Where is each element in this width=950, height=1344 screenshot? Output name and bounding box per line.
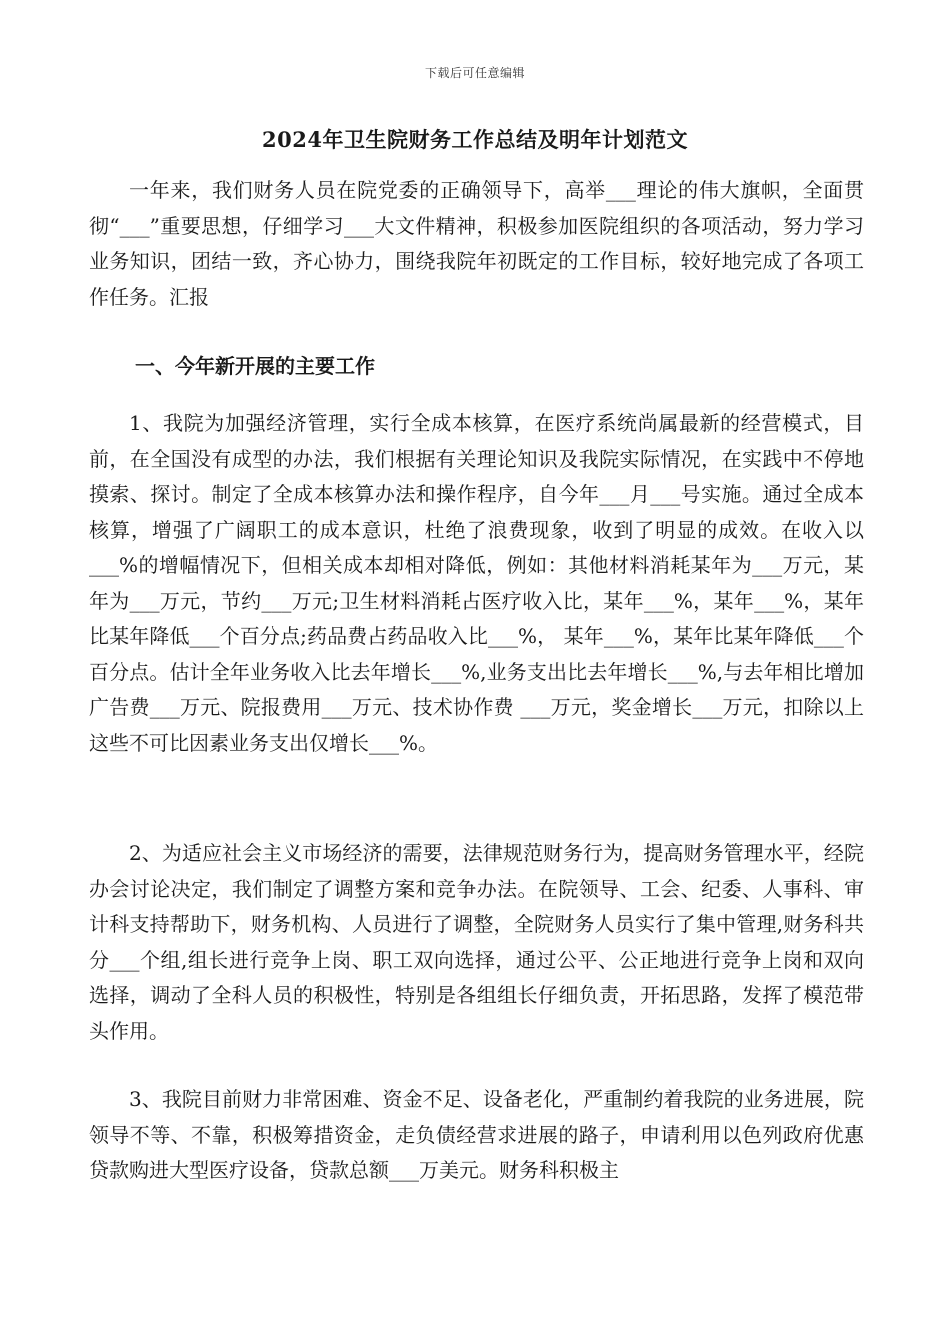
paragraph-item-1: 1、我院为加强经济管理，实行全成本核算，在医疗系统尚属最新的经营模式，目前，在全国没有成型的办法，我们根据有关理论知识及我院实际情况，在实践中不停地摸索、探讨。制定了全成本核算办法和操作程序，自今年___月___号实施。通过全成本核算，增强了广阔职工的成本意识，杜绝了浪费现象，收到了明显的成效。在收入以___%的增幅情况下，但相关成本却相对降低，例如：其他材料消耗某年为___万元，某年为___万元，节约___万元;卫生材料消耗占医疗收入比，某年___%，某年___%，某年比某年降低___个百分点;药品费占药品收入比___%， 某年___%，某年比某年降低___个百分点。估计全年业务收入比去年增长___%,业务支出比去年增长___%,与去年相比增加广告费___万元、院报费用___万元、技术协作费 ___万元，奖金增长___万元，扣除以上这些不可比因素业务支出仅增长___%。 — [89, 411, 864, 755]
paragraph-item-3: 3、我院目前财力非常困难、资金不足、设备老化，严重制约着我院的业务进展，院领导不等、不靠，积极筹措资金，走负债经营求进展的路子，申请利用以色列政府优惠贷款购进大型医疗设备，贷款总额___万美元。财务科积极主 — [89, 1087, 864, 1182]
intro-paragraph: 一年来，我们财务人员在院党委的正确领导下，高举___理论的伟大旗帜，全面贯彻“___”重要思想，仔细学习___大文件精神，积极参加医院组织的各项活动，努力学习业务知识，团结一致，齐心协力，围绕我院年初既定的工作目标，较好地完成了各项工作任务。汇报 — [89, 178, 864, 309]
paragraph-item-2: 2、为适应社会主义市场经济的需要，法律规范财务行为，提高财务管理水平，经院办会讨论决定，我们制定了调整方案和竞争办法。在院领导、工会、纪委、人事科、审计科支持帮助下，财务机构、人员进行了调整，全院财务人员实行了集中管理,财务科共分___个组,组长进行竞争上岗、职工双向选择，通过公平、公正地进行竞争上岗和双向选择，调动了全科人员的积极性，特别是各组组长仔细负责，开拓思路，发挥了模范带头作用。 — [89, 841, 864, 1043]
section-heading: 一、今年新开展的主要工作 — [135, 354, 375, 378]
header-note: 下载后可任意编辑 — [424, 66, 525, 80]
document-title: 2024年卫生院财务工作总结及明年计划范文 — [262, 127, 688, 152]
